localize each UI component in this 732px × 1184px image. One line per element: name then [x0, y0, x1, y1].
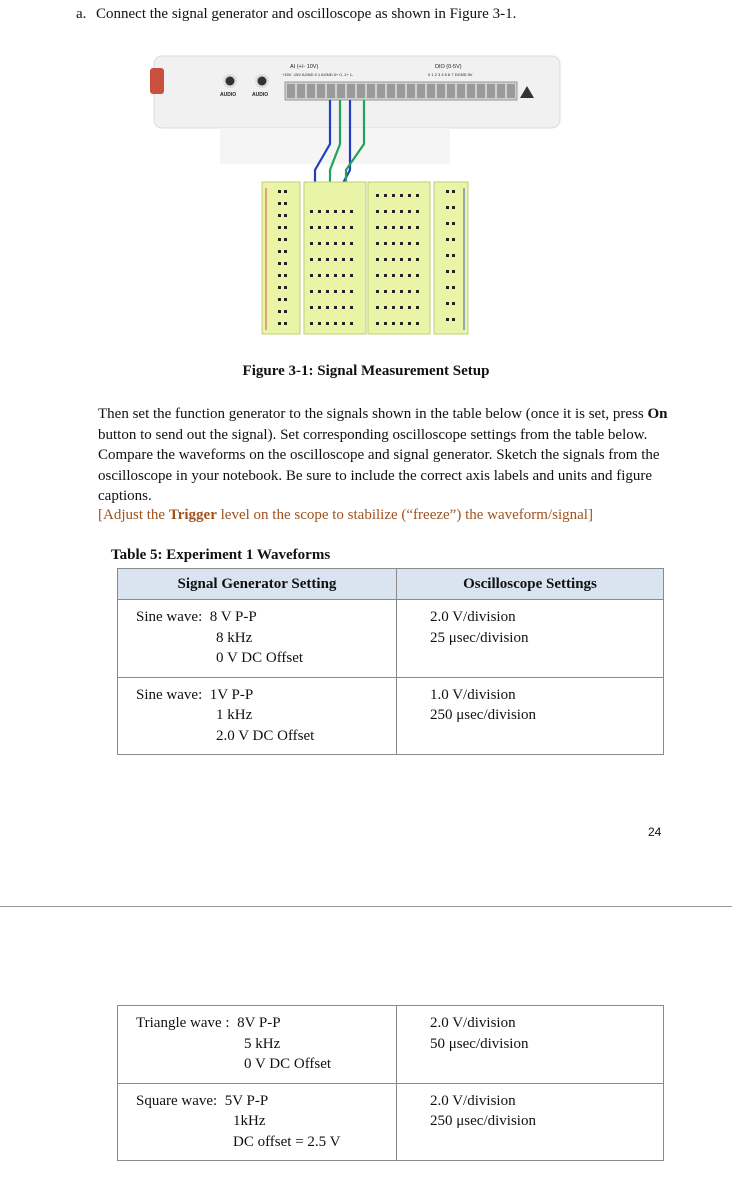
header-signal-generator: Signal Generator Setting: [118, 569, 397, 600]
signal-measurement-setup-figure: [150, 46, 564, 338]
on-button-label: On: [647, 406, 668, 422]
audio-label-1: AUDIO: [220, 92, 237, 98]
gen-amplitude: 1V P-P: [209, 686, 254, 703]
page-break-divider: [0, 906, 732, 907]
gen-frequency: 1 kHz: [216, 707, 253, 723]
pin-row-left-label: +15V -15V AGND 0 1 AGND 0+ 0- 1+ 1-: [282, 72, 354, 77]
gen-cell: [118, 600, 397, 678]
table-row: [118, 1083, 664, 1161]
gen-amplitude: 5V P-P: [224, 1092, 269, 1109]
gen-offset: 2.0 V DC Offset: [216, 727, 315, 744]
scope-volts: 2.0 V/division: [430, 609, 516, 625]
audio-label-2: AUDIO: [252, 92, 269, 98]
audio-jack-2: [258, 77, 267, 86]
gen-label: Triangle wave :: [136, 1015, 230, 1031]
gen-cell: [118, 1006, 397, 1084]
waveforms-table: [117, 568, 664, 755]
instructions-before-on: Then set the function generator to the signals shown in the table below (once it is set, press: [98, 406, 648, 422]
audio-jack-1: [226, 77, 235, 86]
pin-row-right-label: 0 1 2 3 4 5 6 7 DGND 5V: [428, 72, 473, 77]
scope-cell: [397, 600, 664, 678]
terminal-strip: [285, 82, 517, 100]
header-oscilloscope: Oscilloscope Settings: [397, 569, 664, 600]
scope-time: 50 μsec/division: [430, 1035, 529, 1052]
scope-time: 250 μsec/division: [430, 1113, 536, 1129]
ai-header-label: AI (+/- 10V): [290, 64, 319, 70]
table-caption: Table 5: Experiment 1 Waveforms: [111, 547, 331, 563]
note-trigger: Trigger: [168, 507, 217, 523]
page-number: 24: [648, 825, 662, 839]
scope-volts: 2.0 V/division: [430, 1015, 516, 1031]
scope-volts: 1.0 V/division: [430, 686, 516, 703]
gen-offset: DC offset = 2.5 V: [233, 1133, 341, 1150]
waveforms-table-continued: [117, 1005, 664, 1161]
instructions-paragraph: [98, 404, 668, 507]
step-a: [76, 6, 516, 23]
gen-frequency: 8 kHz: [216, 629, 253, 646]
gen-frequency: 1kHz: [233, 1113, 266, 1129]
gen-label: Sine wave:: [136, 609, 203, 625]
figure-caption: Figure 3-1: Signal Measurement Setup: [242, 363, 490, 379]
scope-volts: 2.0 V/division: [430, 1092, 516, 1109]
step-letter: a.: [76, 6, 87, 22]
table-header-row: [118, 569, 664, 600]
gen-cell: [118, 677, 397, 755]
scope-time: 25 μsec/division: [430, 629, 529, 646]
note-before: [Adjust the: [98, 507, 169, 523]
scope-cell: [397, 1083, 664, 1161]
table-row: [118, 677, 664, 755]
gen-amplitude: 8V P-P: [237, 1015, 281, 1031]
gen-amplitude: 8 V P-P: [209, 609, 257, 625]
gen-frequency: 5 kHz: [244, 1035, 281, 1052]
scope-time: 250 μsec/division: [430, 707, 536, 723]
step-text: Connect the signal generator and oscilloscope as shown in Figure 3-1.: [96, 6, 517, 22]
scope-cell: [397, 677, 664, 755]
gen-offset: 0 V DC Offset: [244, 1056, 332, 1072]
table-row: [118, 1006, 664, 1084]
table-row: [118, 600, 664, 678]
gen-cell: [118, 1083, 397, 1161]
dio-header-label: DIO (0-5V): [435, 64, 462, 70]
gen-offset: 0 V DC Offset: [216, 650, 304, 666]
breadboard: [262, 182, 468, 334]
device-red-tab: [150, 68, 164, 94]
scope-cell: [397, 1006, 664, 1084]
instructions-after-on: button to send out the signal). Set corresponding oscilloscope settings from the table below. Compare the waveforms on the oscilloscope and signal generator. Sketch the signals from the oscilloscope in your notebook. Be sure to include the correct axis labels and units and figure captions.: [98, 426, 660, 504]
gen-label: Square wave:: [136, 1092, 218, 1109]
note-after: level on the scope to stabilize (“freeze”) the waveform/signal]: [216, 507, 593, 523]
gen-label: Sine wave:: [136, 686, 203, 703]
trigger-note: [98, 507, 593, 524]
